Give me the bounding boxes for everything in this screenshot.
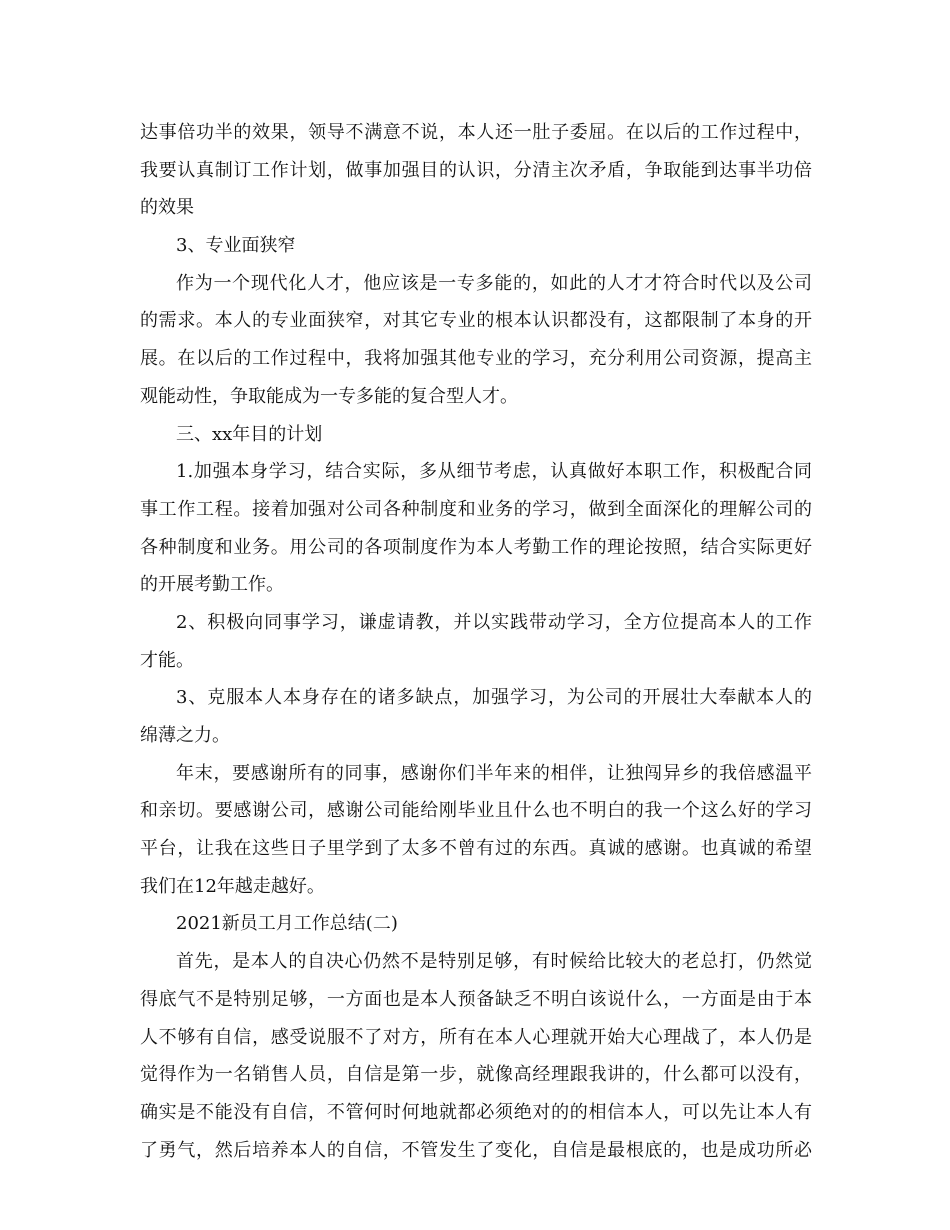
text-line: 作为一个现代化人才，他应该是一专多能的，如此的人才才符合时代以及公司	[176, 272, 812, 294]
text-line: 绵薄之力。	[140, 725, 230, 746]
text-line: 的需求。本人的专业面狭窄，对其它专业的根本认识都没有，这都限制了本身的开	[140, 310, 812, 332]
text-line: 和亲切。要感谢公司，感谢公司能给刚毕业且什么也不明白的我一个这么好的学习	[140, 800, 812, 822]
text-line: 3、克服本人本身存在的诸多缺点，加强学习，为公司的开展壮大奉献本人的	[176, 687, 812, 709]
text-line: 达事倍功半的效果，领导不满意不说，本人还一肚子委屈。在以后的工作过程中，	[140, 122, 812, 143]
text-line: 觉得作为一名销售人员，自信是第一步，就像高经理跟我讲的，什么都可以没有，	[140, 1064, 812, 1086]
text-line: 事工作工程。接着加强对公司各种制度和业务的学习，做到全面深化的理解公司的	[140, 498, 812, 520]
text-line: 各种制度和业务。用公司的各项制度作为本人考勤工作的理论按照，结合实际更好	[140, 536, 812, 558]
text-line: 了勇气，然后培养本人的自信，不管发生了变化，自信是最根底的，也是成功所必	[140, 1139, 812, 1161]
text-line: 首先，是本人的自决心仍然不是特别足够，有时候给比较大的老总打，仍然觉	[176, 951, 812, 973]
text-line: 我们在12年越走越好。	[140, 875, 325, 897]
text-line: 才能。	[140, 649, 194, 671]
text-line: 展。在以后的工作过程中，我将加强其他专业的学习，充分利用公司资源，提高主	[140, 348, 812, 370]
text-line: 的开展考勤工作。	[140, 574, 284, 596]
text-line: 确实是不能没有自信，不管何时何地就都必须绝对的的相信本人，可以先让本人有	[140, 1101, 812, 1123]
text-line: 3、专业面狭窄	[176, 235, 296, 257]
text-line: 我要认真制订工作计划，做事加强目的认识，分清主次矛盾，争取能到达事半功倍	[140, 159, 812, 181]
document-body	[140, 114, 812, 1169]
text-line: 年末，要感谢所有的同事，感谢你们半年来的相伴，让独闯异乡的我倍感温平	[176, 762, 812, 784]
text-line: 2、积极向同事学习，谦虚请教，并以实践带动学习，全方位提高本人的工作	[176, 611, 812, 633]
text-line: 观能动性，争取能成为一专多能的复合型人才。	[140, 385, 518, 407]
text-line: 1.加强本身学习，结合实际，多从细节考虑，认真做好本职工作，积极配合同	[176, 461, 812, 483]
text-line: 的效果	[140, 197, 194, 219]
text-line: 平台，让我在这些日子里学到了太多不曾有过的东西。真诚的感谢。也真诚的希望	[140, 838, 812, 860]
text-line: 2021新员工月工作总结(二)	[176, 913, 398, 935]
text-line: 人不够有自信，感受说服不了对方，所有在本人心理就开始大心理战了，本人仍是	[140, 1026, 812, 1048]
text-line: 三、xx年目的计划	[176, 423, 323, 445]
text-line: 得底气不是特别足够，一方面也是本人预备缺乏不明白该说什么，一方面是由于本	[140, 988, 812, 1010]
